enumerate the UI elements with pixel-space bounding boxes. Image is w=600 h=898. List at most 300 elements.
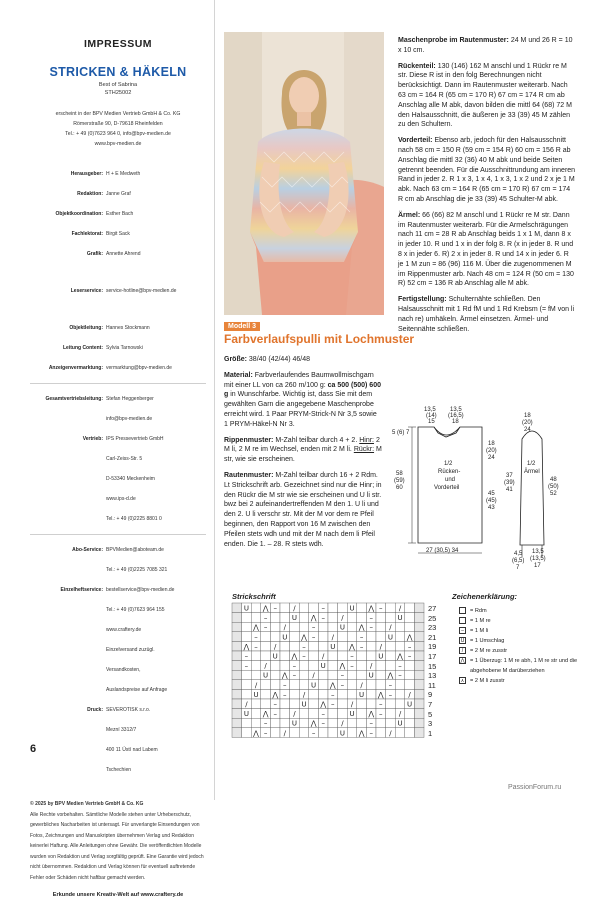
chart-cell: [318, 641, 328, 651]
chart-symbol: ⋀: [358, 729, 365, 738]
chart-symbol: –: [388, 690, 393, 699]
chart-symbol: ⋀: [377, 690, 384, 699]
chart-cell: [386, 641, 396, 651]
chart-cell: [405, 680, 415, 690]
chart-cell: [280, 661, 290, 671]
chart-cell: [232, 709, 242, 719]
chart-row-number: 9: [428, 690, 433, 700]
chart-symbol: /: [389, 623, 392, 632]
chart-cell: [318, 670, 328, 680]
chart-cell: [280, 709, 290, 719]
chart-cell: [386, 603, 396, 613]
credit-row: Redaktion: Janne Graf: [77, 191, 131, 197]
photo-illustration: [224, 32, 384, 315]
chart-symbol: –: [359, 633, 364, 642]
chart-symbol: U: [349, 710, 355, 719]
chart-row-number: 13: [428, 671, 437, 681]
chart-symbol: –: [263, 623, 268, 632]
fertigstellung-paragraph: Fertigstellung: Schulternähte schließen. Den Halsausschnitt mit 1 Rd fM und 1 Rd Krebsm (= fM von li nach re) umhäkeln. Ärmel einsetzen. Ärmel- und Seitennähte schließen.: [398, 296, 575, 333]
chart-cell: [270, 680, 280, 690]
neck-depth-1: 18: [488, 441, 495, 447]
chart-symbol: ⋀: [272, 690, 279, 699]
legend-symbol: [459, 607, 466, 614]
chart-cell: [299, 603, 309, 613]
chart-cell: [376, 613, 386, 623]
chart-cell: [366, 699, 376, 709]
chart-cell: [414, 689, 424, 699]
chart-cell: [328, 613, 338, 623]
chart-cell: [232, 718, 242, 728]
chart-symbol: /: [341, 719, 344, 728]
chart-symbol: –: [331, 690, 335, 699]
chart-symbol: ⋀: [281, 671, 288, 680]
chart-cell: [357, 718, 367, 728]
chart-cell: [290, 622, 300, 632]
chart-cell: [232, 632, 242, 642]
chart-symbol: U: [359, 690, 365, 699]
chart-cell: [347, 689, 357, 699]
chart-cell: [251, 651, 261, 661]
chart-symbol: U: [253, 690, 259, 699]
chart-symbol: ⋀: [320, 700, 327, 709]
side-height-1: 45: [488, 491, 495, 497]
chart-symbol: –: [254, 642, 258, 651]
chart-cell: [290, 680, 300, 690]
chart-cell: [338, 709, 348, 719]
chart-cell: [414, 718, 424, 728]
chart-cell: [395, 622, 405, 632]
chart-symbol: U: [330, 642, 336, 651]
chart-symbol: /: [264, 662, 267, 671]
chart-cell: [290, 699, 300, 709]
chart-row-number: 1: [428, 728, 433, 738]
chart-cell: [357, 603, 367, 613]
chart-cell: [261, 632, 271, 642]
chart-cell: [414, 680, 424, 690]
size-paragraph: Größe: 38/40 (42/44) 46/48: [224, 356, 311, 363]
publisher-info: erscheint in der BPV Medien Vertrieb GmbH & Co. KG Römerstraße 90, D-79618 Rheinfelden Tel.: + 49 (0)7623 964 0, info@bpv-medien.de www.bpv-medien.de: [30, 109, 206, 149]
chart-symbol: –: [263, 719, 268, 728]
chart-symbol: /: [245, 700, 248, 709]
chart-cell: [232, 603, 242, 613]
chart-symbol: –: [340, 681, 345, 690]
impressum-column: [0, 0, 215, 898]
chart-cell: [395, 632, 405, 642]
chart-symbol: /: [312, 671, 315, 680]
magazine-title: STRICKEN & HÄKELN: [49, 65, 187, 79]
chart-cell: [405, 670, 415, 680]
chart-symbol: /: [331, 633, 334, 642]
chart-symbol: U: [291, 614, 297, 623]
chart-symbol: –: [263, 729, 268, 738]
chart-symbol: ⋀: [339, 662, 346, 671]
chart-symbol: ⋀: [329, 681, 336, 690]
chart-symbol: –: [369, 623, 373, 632]
watermark: PassionForum.ru: [508, 784, 562, 791]
chart-cell: [242, 728, 252, 738]
chart-symbol: /: [293, 604, 296, 613]
chart-row-number: 11: [428, 680, 436, 690]
legend-item: ⋀ = 1 Überzug: 1 M re abh, 1 M re str und die abgehobene M darüberziehen: [460, 658, 578, 674]
chart-cell: [290, 632, 300, 642]
credit-row: Grafik: Annette Ahrend: [86, 251, 141, 257]
chart-symbol: U: [407, 700, 413, 709]
chart-cell: [232, 680, 242, 690]
legend-symbol: –: [459, 627, 466, 634]
chart-symbol: /: [398, 710, 402, 719]
chart-symbol: –: [244, 662, 249, 671]
rauten-paragraph: Rautenmuster: M-Zahl teilbar durch 16 + 2 Rdm. Lt Strickschrift arb. Gezeichnet sind nur die Hinr; in den Rückr die M str wie sie erscheinen und U li str. bwz bei 2 aufeinandertreffenden M den 1. U li und den 2. U li verschr str. Mit der M vor dem re Pfeil beginnen, den Rapport von 16 M zwischen den Pfeilen stets wdh und mit der M nach dem li Pfeil enden. Die 1. – 28. R stets wdh.: [224, 471, 382, 548]
sleeve-width-3: 52: [550, 491, 557, 497]
chart-symbol: ⋀: [262, 710, 269, 719]
chart-cell: [251, 670, 261, 680]
chart-row-number: 19: [428, 642, 437, 652]
credit-row: Objektkoordination: Esther Bach: [55, 211, 134, 217]
chart-cell: [261, 651, 271, 661]
chart-symbol: U: [349, 604, 355, 613]
chart-cell: [299, 670, 309, 680]
chart-row-number: 17: [428, 652, 437, 661]
chart-symbol: –: [273, 700, 277, 709]
sleeve-width-2: (50): [548, 484, 559, 490]
chart-row-number: 5: [428, 709, 433, 719]
chart-symbol: –: [302, 652, 306, 661]
chart-symbol: –: [283, 681, 287, 690]
chart-cell: [242, 622, 252, 632]
chart-cell: [270, 613, 280, 623]
cuff-height-1: 4,5: [514, 551, 523, 557]
chart-cell: [251, 699, 261, 709]
legend-item: = 1 M re: [459, 616, 579, 626]
chart-cell: [347, 728, 357, 738]
chart-symbol: /: [274, 642, 277, 651]
credit-row: Herausgeber: H + E Medweth: [70, 171, 141, 177]
chart-symbol: –: [292, 671, 297, 680]
chart-symbol: ⋀: [406, 633, 413, 642]
chart-cell: [347, 718, 357, 728]
chart-symbol: –: [302, 642, 306, 651]
legend: [459, 606, 579, 686]
vertrieb-row: Carl-Zeiss-Str. 5: [106, 456, 143, 462]
service-row: Versandkosten,: [106, 667, 141, 673]
chart-cell: [347, 613, 357, 623]
chart-symbol: U: [339, 729, 345, 738]
chart-cell: [386, 718, 396, 728]
top-width-4: 13,5: [450, 407, 462, 413]
sleeve-top-1: 18: [524, 413, 531, 419]
copyright: © 2025 by BPV Medien Vertrieb GmbH & Co. KG: [30, 801, 144, 807]
chart-cell: [395, 641, 405, 651]
top-width-6: 18: [452, 419, 459, 425]
chart-cell: [280, 641, 290, 651]
publisher-website[interactable]: www.bpv-medien.de: [94, 141, 142, 147]
chart-symbol: ⋀: [253, 729, 259, 738]
chart-cell: [357, 670, 367, 680]
body-label-3: und: [445, 477, 456, 483]
chart-cell: [376, 728, 386, 738]
neckline: [434, 427, 460, 435]
legal-text: Alle Rechte vorbehalten. Sämtliche Modelle stehen unter Urheberschutz, gewerbliches Nacharbeiten ist untersagt. Für unverlangte Einsendungen von Fotos, Zeichnungen und Manuskripten übernehmen Verlag und Redaktion keinerlei Haftung. Alle Anleitungen ohne Gewähr. Die veröffentlichten Modelle wurden von Redaktion und Verlag sorgfältig geprüft. Eine Garantie wird jedoch nicht übernommen. Redaktion und Verlag können für eventuell auftretende Fehler oder Schäden nicht haftbar gemacht werden.: [30, 811, 204, 881]
chart-symbol: ⋀: [358, 623, 365, 632]
chart-symbol: U: [243, 604, 249, 613]
craftery-link[interactable]: Erkunde unsere Kreativ-Welt auf www.craftery.de: [52, 892, 184, 898]
chart-cell: [309, 709, 319, 719]
chart-symbol: –: [407, 652, 412, 661]
chart-cell: [357, 613, 367, 623]
chart-cell: [405, 718, 415, 728]
vertrieb-row: D-53340 Meckenheim: [106, 476, 155, 482]
chart-cell: [414, 661, 424, 671]
pattern-instructions: [224, 355, 382, 555]
chart-cell: [414, 603, 424, 613]
chart-symbol: –: [379, 604, 383, 613]
chart-cell: [270, 718, 280, 728]
publisher-phone: Tel.: + 49 (0)7623 964 0, info@bpv-medien.de: [65, 131, 171, 137]
chart-cell: [242, 632, 252, 642]
chart-cell: [386, 613, 396, 623]
legend-item: / = 2 M re zusstr: [459, 646, 579, 656]
chart-cell: [232, 670, 242, 680]
chart-symbol: –: [254, 633, 258, 642]
rippen-paragraph: Rippenmuster: M-Zahl teilbar durch 4 + 2. Hinr: 2 M li, 2 M re im Wechsel, enden mit 2 M li. Rückr: M str, wie sie erscheinen.: [224, 436, 382, 464]
chart-symbol: /: [254, 681, 258, 690]
chart-cell: [366, 651, 376, 661]
chart-cell: [414, 709, 424, 719]
chart-symbol: U: [320, 662, 326, 671]
body-height-2: (59): [394, 478, 405, 484]
chart-symbol: –: [321, 604, 325, 613]
chart-symbol: /: [322, 652, 325, 661]
chart-cell: [328, 651, 338, 661]
chart-cell: [376, 670, 386, 680]
chart-row-number: 23: [428, 623, 437, 633]
chart-cell: [270, 670, 280, 680]
chart-cell: [318, 622, 328, 632]
chart-cell: [357, 651, 367, 661]
chart-cell: [309, 689, 319, 699]
sleeve-label-1: 1/2: [527, 461, 536, 467]
chart-symbol: ⋀: [291, 652, 298, 661]
chart-symbol: ⋀: [243, 642, 250, 651]
vertrieb-row: Tel.: + 49 (0)2225 8801 0: [106, 516, 162, 522]
chart-symbol: /: [398, 604, 402, 613]
chart-symbol: –: [311, 623, 316, 632]
chart-cell: [414, 613, 424, 623]
legal-notice: [30, 799, 206, 883]
chart-symbol: –: [398, 662, 402, 671]
chart-cell: [395, 728, 405, 738]
chart-cell: [347, 622, 357, 632]
chart-symbol: /: [408, 690, 411, 699]
body-label-4: Vorderteil: [434, 485, 460, 491]
vorderteil-paragraph: Vorderteil: Ebenso arb, jedoch für den Halsausschnitt nach 58 cm = 150 R (59 cm = 154 R) 60 cm = 156 R ab Anschlag die mittl 32 (36) 40 M abk und beide Seiten getrennt beenden. Für die Ausschnittrundung am inneren Rand in jeder 2. R 1 x 3, 1 x 4, 1 x 3, 1 x 2 und 2 x je 1 M abk. Nach 63 cm = 164 R (65 cm = 170 R) 67 cm = 174 R cm ab Anschlag die je 33 (39) 45 Schulter-M abk.: [398, 137, 576, 203]
body-label-2: Rücken-: [438, 469, 461, 475]
chart-cell: [232, 613, 242, 623]
chart-symbol: –: [311, 729, 316, 738]
chart-row-number: 15: [428, 661, 437, 671]
model-photo: [224, 32, 384, 315]
chart-cell: [347, 670, 357, 680]
chart-cell: [261, 641, 271, 651]
chart-symbol: U: [291, 719, 297, 728]
chart-cell: [251, 718, 261, 728]
legend-title: Zeichenerklärung:: [452, 592, 518, 601]
sleeve-height-1: 37: [506, 473, 513, 479]
impressum-heading: IMPRESSUM: [83, 38, 153, 50]
chart-cell: [414, 622, 424, 632]
top-width-1: 13,5: [424, 407, 436, 413]
chart-cell: [405, 613, 415, 623]
chart-cell: [299, 680, 309, 690]
chart-cell: [414, 641, 424, 651]
chart-symbol: ⋀: [310, 614, 317, 623]
chart-cell: [251, 661, 261, 671]
chart-cell: [338, 699, 348, 709]
chart-symbol: –: [369, 614, 373, 623]
chart-symbol: U: [263, 671, 269, 680]
chart-symbol: –: [398, 671, 402, 680]
knitting-chart: [232, 603, 424, 737]
chart-cell: [366, 689, 376, 699]
chart-cell: [395, 680, 405, 690]
chart-cell: [328, 661, 338, 671]
chart-cell: [328, 718, 338, 728]
chart-symbol: U: [368, 671, 374, 680]
chart-symbol: –: [273, 604, 277, 613]
chart-cell: [261, 680, 271, 690]
chart-cell: [386, 661, 396, 671]
chart-symbol: ⋀: [368, 710, 375, 719]
chart-cell: [338, 603, 348, 613]
leitung-row: Anzeigenvermarktung: vermarktung@bpv-medien.de: [48, 365, 172, 371]
druck-row: Mezní 3312/7: [106, 727, 137, 733]
chart-cell: [338, 651, 348, 661]
chart-cell: [251, 709, 261, 719]
chart-cell: [232, 699, 242, 709]
chart-symbol: –: [263, 614, 268, 623]
chart-symbol: ⋀: [301, 633, 307, 642]
chart-cell: [280, 603, 290, 613]
chart-symbol: U: [397, 614, 403, 623]
legend-item: ⋏ = 2 M li zusstr: [460, 678, 505, 684]
chart-cell: [328, 670, 338, 680]
side-height-2: (45): [486, 498, 497, 504]
chart-cell: [376, 622, 386, 632]
chart-symbol: U: [339, 623, 345, 632]
chart-symbol: /: [370, 662, 373, 671]
chart-cell: [405, 728, 415, 738]
chart-cell: [347, 680, 357, 690]
chart-symbol: U: [272, 652, 278, 661]
chart-cell: [366, 641, 376, 651]
chart-symbol: U: [243, 710, 249, 719]
legend-symbol: [459, 617, 466, 624]
chart-cell: [261, 699, 271, 709]
chart-symbol: ⋀: [310, 719, 317, 728]
chart-cell: [357, 699, 367, 709]
druck-row: 400 11 Ústí nad Labem: [106, 747, 158, 753]
bottom-width: 27 (30,5) 34: [426, 548, 459, 554]
chart-symbol: ⋀: [368, 604, 375, 613]
cuff-width-3: 17: [534, 563, 541, 569]
chart-symbol: ⋀: [397, 652, 403, 661]
chart-cell: [309, 641, 319, 651]
page-number: 6: [30, 743, 37, 755]
top-width-2: (14): [426, 413, 437, 419]
chart-symbol: –: [331, 700, 335, 709]
chart-cell: [318, 728, 328, 738]
chart-cell: [309, 661, 319, 671]
credit-row: Fachlektorat: Birgit Sack: [71, 231, 130, 237]
chart-symbol: –: [340, 671, 345, 680]
leserservice-row: Leserservice: service-hotline@bpv-medien.de: [70, 288, 177, 294]
chart-cell: [309, 603, 319, 613]
chart-symbol: –: [321, 614, 325, 623]
chart-symbol: –: [311, 633, 316, 642]
chart-cell: [405, 603, 415, 613]
chart-cell: [280, 651, 290, 661]
chart-cell: [414, 632, 424, 642]
service-row: Auslandspreise auf Anfrage: [106, 687, 168, 693]
cuff-width-1: 13,5: [532, 549, 544, 555]
service-row: Tel.: + 49 (0)2225 7085 321: [106, 567, 168, 573]
chart-cell: [386, 699, 396, 709]
legend-symbol: U: [460, 638, 465, 644]
legend-item: – = 1 M li: [459, 626, 579, 636]
chart-cell: [347, 632, 357, 642]
chart-cell: [270, 728, 280, 738]
service-row: Einzelversand zuzügl.: [106, 647, 155, 653]
chart-symbol: –: [359, 642, 364, 651]
chart-cell: [386, 709, 396, 719]
chart-cell: [376, 718, 386, 728]
chart-symbol: /: [350, 700, 354, 709]
schematic-diagram: [382, 405, 582, 577]
chart-symbol: –: [244, 652, 249, 661]
chart-cell: [299, 622, 309, 632]
chart-cell: [328, 603, 338, 613]
chart-cell: [366, 632, 376, 642]
sleeve-outline: [520, 431, 544, 545]
model-title: Farbverlaufspulli mit Lochmuster: [224, 332, 415, 346]
chart-cell: [395, 699, 405, 709]
body-label-1: 1/2: [444, 461, 453, 467]
vertrieb-row: Vertrieb: IPS Pressevertrieb GmbH: [82, 436, 164, 442]
rueckenteil-paragraph: Rückenteil: 130 (146) 162 M anschl und 1 Rückr re M str. Diese R ist in den folg Berechnungen nicht berücksichtigt. Dann im Rautenmuster weiterarb. Nach 63 cm = 164 R (65 cm = 170 R) 67 cm = 174 R cm ab Anschlag alle M abk, davon bilden die mittl 64 (68) 72 M den Halsausschnitt, die äußeren je 33 (39) 45 M zählen zu den Schultern.: [398, 62, 572, 129]
vertrieb-row: www.ips-d.de: [106, 496, 136, 502]
top-width-3: 15: [428, 419, 435, 425]
chart-cell: [309, 651, 319, 661]
chart-symbol: /: [379, 642, 382, 651]
leitung-row: Objektleitung: Hannes Stockmann: [69, 325, 150, 331]
chart-symbol: –: [321, 710, 325, 719]
chart-cell: [290, 641, 300, 651]
body-height-1: 58: [396, 471, 403, 477]
chart-symbol: ⋀: [262, 604, 269, 613]
cuff-height-2: (6,5): [512, 558, 525, 564]
top-width-5: (16,5): [448, 413, 464, 419]
chart-cell: [251, 603, 261, 613]
chart-row-number: 27: [428, 604, 437, 613]
material-paragraph: Material: Farbverlaufendes Baumwollmischgarn mit einer LL von ca 260 m/100 g: ca 500 (500) 600 g in Wunschfarbe. Wichtig ist, dass Sie mit dem gewählten Garn die angegebene Maschenprobe erreicht wird. 1 Paar PRYM-Strick-N Nr 3,5 sowie 1 PRYM-Häkel-N Nr 3.: [224, 371, 381, 428]
chart-symbol: –: [350, 652, 354, 661]
chart-cell: [290, 728, 300, 738]
chart-symbol: –: [350, 662, 354, 671]
service-row: www.craftery.de: [106, 627, 142, 633]
chart-cell: [405, 709, 415, 719]
chart-cell: [414, 651, 424, 661]
chart-cell: [338, 689, 348, 699]
